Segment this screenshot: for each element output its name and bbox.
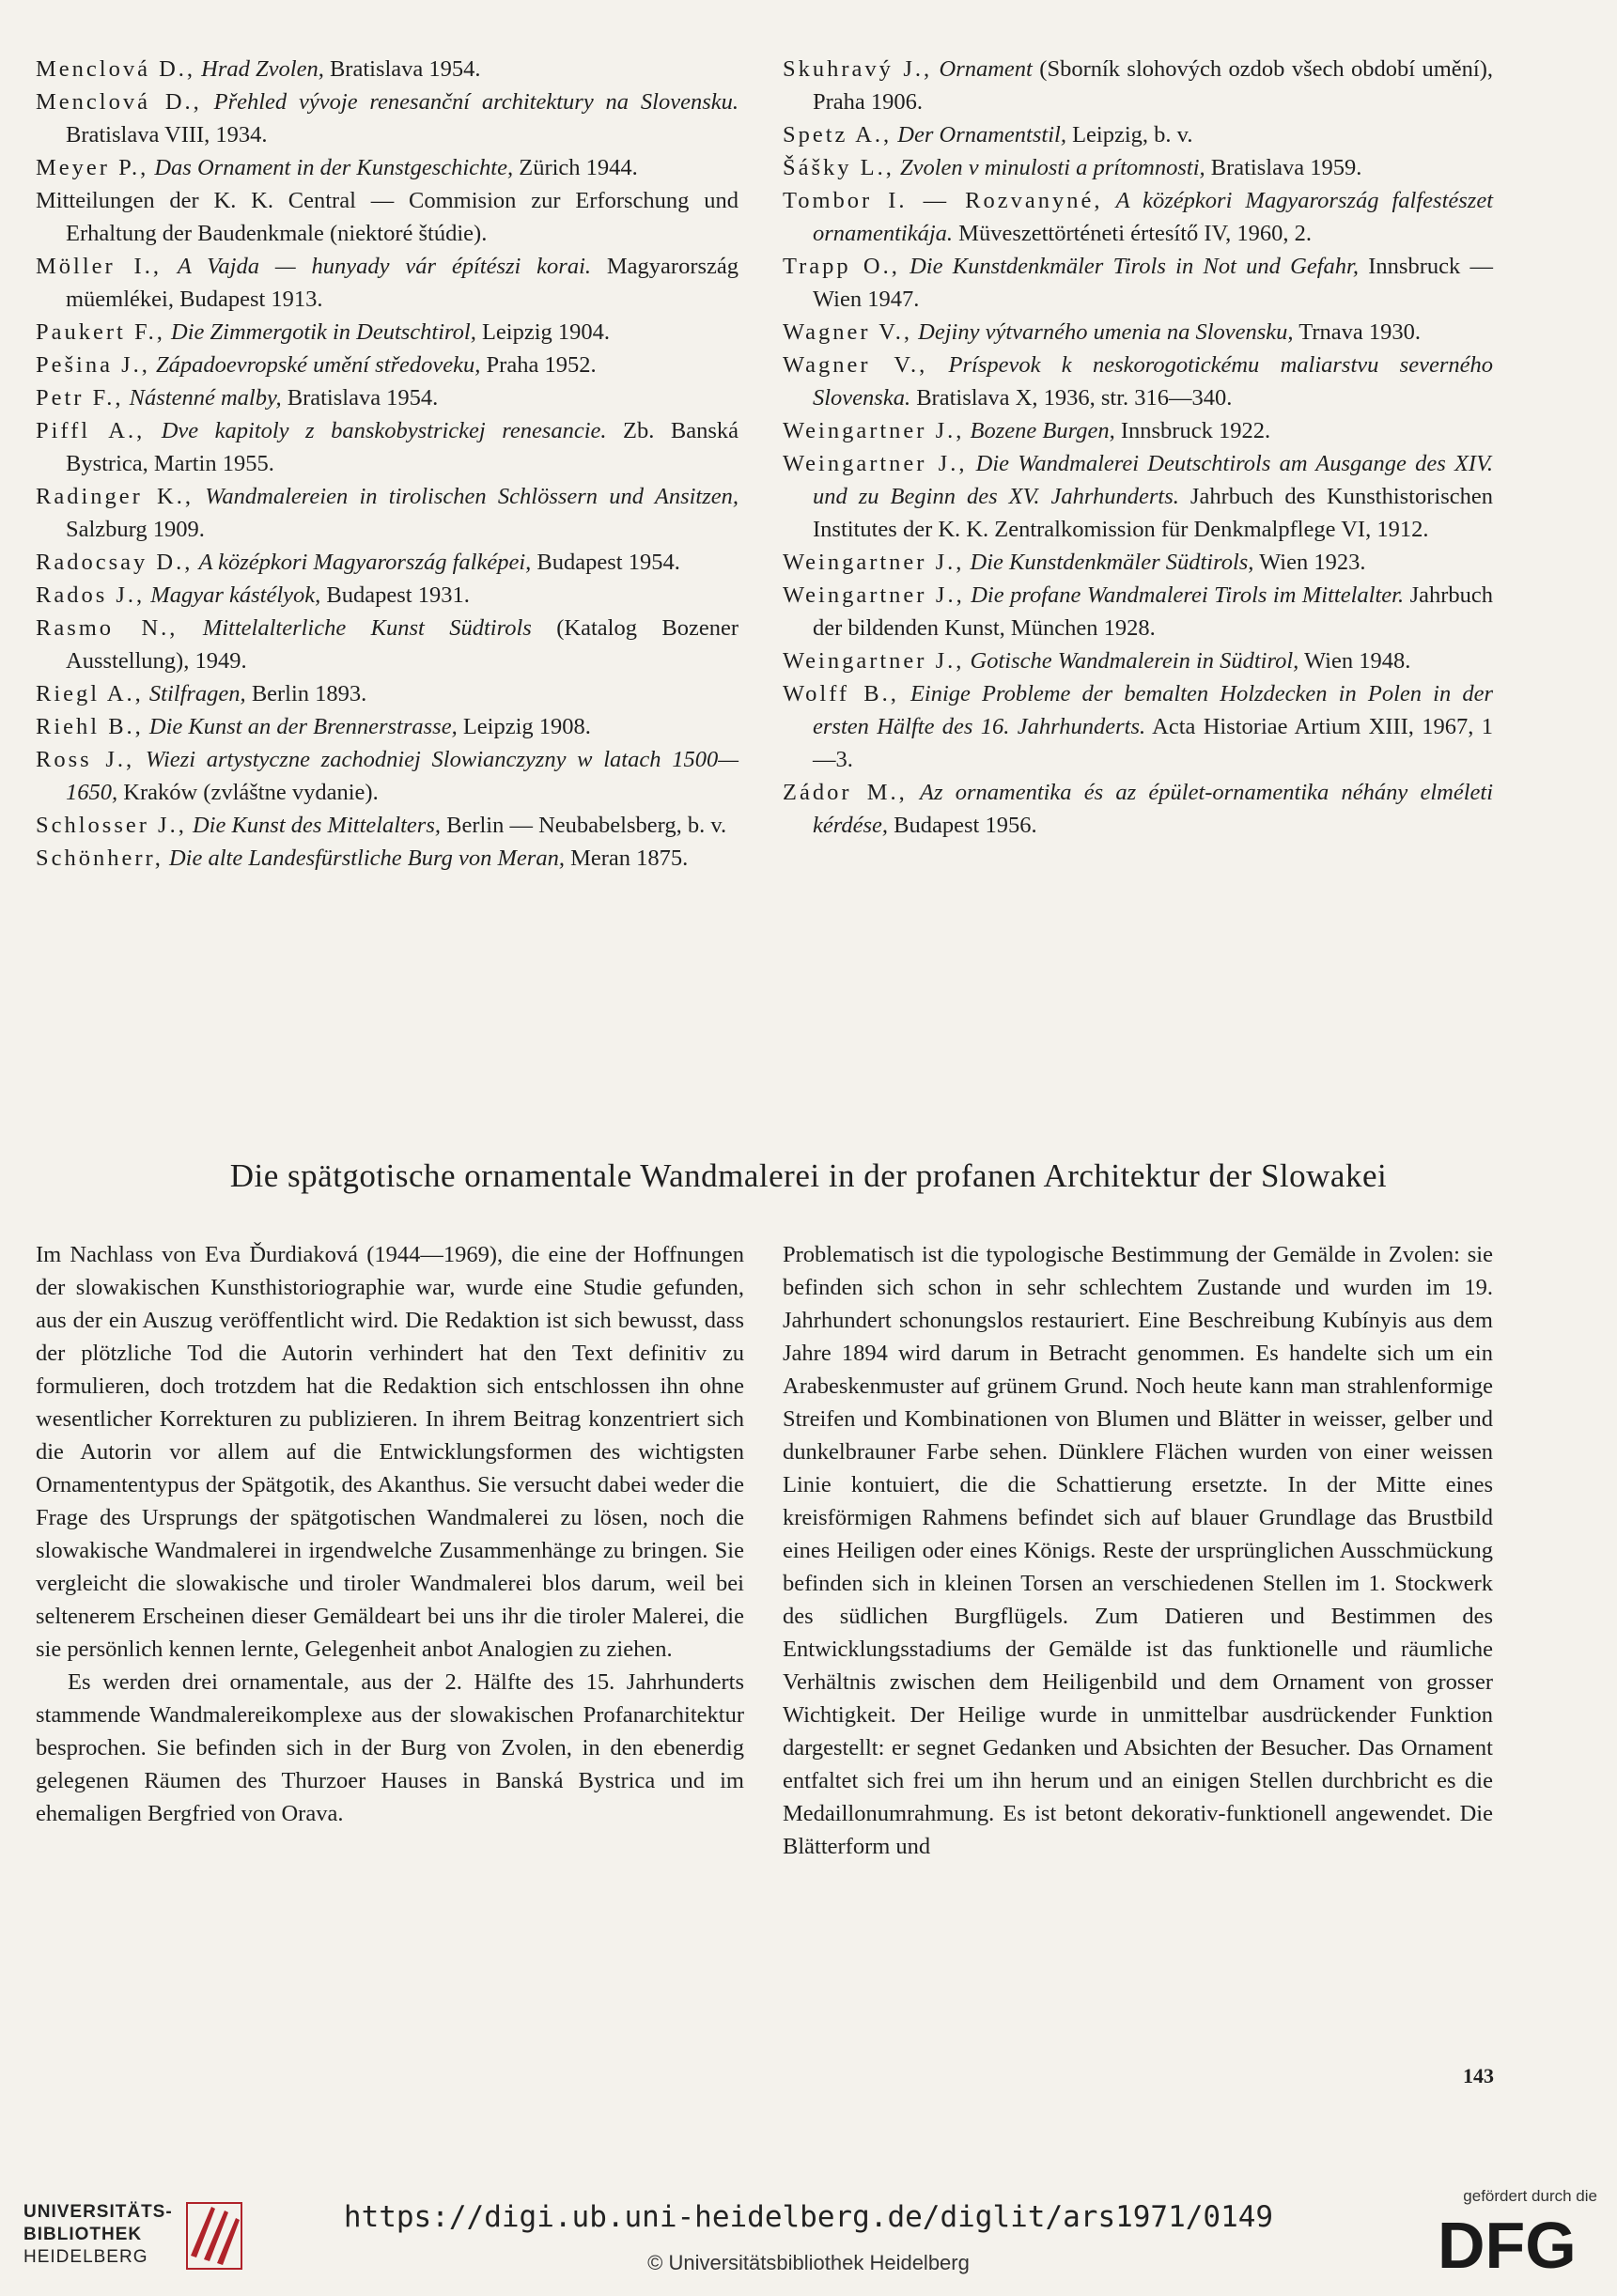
bibliography-title: Mittelalterliche Kunst Südtirols (202, 615, 532, 641)
bibliography-rest: Trnava 1930. (1298, 319, 1421, 345)
bibliography-title: A Vajda — hunyady vár építészi korai. (177, 254, 592, 279)
bibliography-rest: Bratislava VIII, 1934. (66, 122, 268, 147)
bibliography-rest: Budapest 1954. (536, 550, 680, 575)
bibliography-rest: Budapest 1956. (894, 813, 1037, 838)
bibliography-rest: Innsbruck — Wien 1947. (813, 254, 1493, 312)
bibliography-rest: Budapest 1931. (326, 582, 470, 608)
bibliography-title: Stilfragen, (148, 681, 246, 706)
bibliography-title: Die Kunst an der Brennerstrasse, (148, 714, 458, 739)
bibliography-title: Přehled vývoje renesanční architektury na Slovensku. (213, 89, 739, 115)
bibliography-entry (36, 349, 739, 381)
bibliography-entry (783, 151, 1493, 184)
bibliography-author: Riehl B., (36, 714, 144, 739)
bibliography-entry (36, 381, 739, 414)
page-number: 143 (1463, 2064, 1494, 2087)
bibliography-author: Riegl A., (36, 681, 144, 706)
bibliography-author: Weingartner J., (783, 582, 965, 608)
bibliography-title: Nástenné malby, (129, 385, 282, 411)
bibliography-title: Az ornamentika és az épület-ornamentika néhány elméleti kérdése, (813, 780, 1494, 838)
bibliography-entry (36, 316, 739, 349)
bibliography-author: Weingartner J., (783, 418, 965, 443)
bibliography-title: A középkori Magyarország falfestészet ornamentikája. (813, 188, 1494, 246)
bibliography-entry (36, 85, 739, 151)
bibliography-entry (36, 677, 739, 710)
bibliography-rest: Salzburg 1909. (66, 517, 205, 542)
bibliography-title: Príspevok k neskorogotickému maliarstvu severného Slovenska. (813, 352, 1493, 411)
bibliography-entry (783, 118, 1493, 151)
bibliography-title: Die Kunst des Mittelalters, (192, 813, 441, 838)
bibliography-entry (36, 151, 739, 184)
svg-text:DFG: DFG (1438, 2211, 1577, 2275)
bibliography-entry (783, 250, 1493, 316)
bibliography-title: Bozene Burgen, (970, 418, 1115, 443)
bibliography-author: Zádor M., (783, 780, 908, 805)
bibliography-title: Magyar kástélyok, (150, 582, 321, 608)
bibliography-rest: Bratislava 1954. (329, 56, 481, 82)
bibliography-rest: Zürich 1944. (519, 155, 638, 180)
bibliography-title: Die alte Landesfürstliche Burg von Meran, (168, 845, 565, 871)
copyright-notice: © Universitätsbibliothek Heidelberg (647, 2251, 970, 2274)
bibliography-rest: (Katalog Bozener Ausstellung), 1949. (66, 615, 739, 674)
bibliography-entry (783, 316, 1493, 349)
bibliography-entry (36, 184, 739, 250)
bibliography-rest: Bratislava X, 1936, str. 316—340. (916, 385, 1233, 411)
bibliography-author: Menclová D., (36, 89, 202, 115)
bibliography-author: Weingartner J., (783, 451, 968, 476)
bibliography-author: Menclová D., (36, 56, 196, 82)
bibliography-rest: Leipzig, b. v. (1072, 122, 1193, 147)
bibliography-author: Petr F., (36, 385, 124, 411)
dfg-funding-block[interactable] (1428, 2187, 1597, 2290)
bibliography-title: Die Zimmergotik in Deutschtirol, (171, 319, 476, 345)
bibliography-author: Radocsay D., (36, 550, 194, 575)
bibliography-author: Weingartner J., (783, 550, 965, 575)
bibliography-title: Hrad Zvolen, (201, 56, 324, 82)
bibliography-title: Das Ornament in der Kunstgeschichte, (154, 155, 514, 180)
bibliography-author: Meyer P., (36, 155, 149, 180)
dfg-logo-icon (1436, 2211, 1594, 2275)
bibliography-entry (783, 349, 1493, 414)
bibliography-title: Dve kapitoly z banskobystrickej renesancie. (161, 418, 607, 443)
bibliography-entry (36, 612, 739, 677)
bibliography-entry (783, 579, 1493, 644)
bibliography-rest: Berlin — Neubabelsberg, b. v. (446, 813, 727, 838)
bibliography-rest: Bratislava 1959. (1210, 155, 1362, 180)
bibliography-author: Schönherr, (36, 845, 163, 871)
bibliography-author: Tombor I. — Rozvanyné, (783, 188, 1103, 213)
bibliography-rest: Praha 1952. (486, 352, 597, 378)
bibliography-rest: Zb. Banská Bystrica, Martin 1955. (66, 418, 739, 476)
bibliography-entry (783, 546, 1493, 579)
bibliography-entry (783, 414, 1493, 447)
bibliography-rest: Müveszettörténeti értesítő IV, 1960, 2. (958, 221, 1312, 246)
bibliography-rest: Kraków (zvláštne vydanie). (123, 780, 379, 805)
bibliography-entry (36, 842, 739, 875)
bibliography-entry (36, 53, 739, 85)
bibliography-entry (36, 743, 739, 809)
library-name-line-2: BIBLIOTHEK (23, 2225, 143, 2244)
bibliography-title: Einige Probleme der bemalten Holzdecken in Polen in der ersten Hälfte des 16. Jahrhunderts. (813, 681, 1494, 739)
bibliography-entry (36, 480, 739, 546)
bibliography-entry (783, 184, 1493, 250)
bibliography-author: Piffl A., (36, 418, 146, 443)
bibliography-rest: Meran 1875. (570, 845, 689, 871)
body-left-column (36, 1238, 744, 1830)
bibliography-entry (36, 250, 739, 316)
bibliography-rest: Innsbruck 1922. (1120, 418, 1271, 443)
bibliography-rest: Acta Historiae Artium XIII, 1967, 1—3. (813, 714, 1493, 772)
bibliography-author: Weingartner J., (783, 648, 965, 674)
bibliography-author: Pešina J., (36, 352, 150, 378)
bibliography-title: Dejiny výtvarného umenia na Slovensku, (918, 319, 1294, 345)
bibliography-title: Gotische Wandmalerein in Südtirol, (970, 648, 1299, 674)
bibliography-author: Schlosser J., (36, 813, 187, 838)
body-right-column (783, 1238, 1493, 1863)
body-paragraph: Es werden drei ornamentale, aus der 2. Hälfte des 15. Jahrhunderts stammende Wandmalereikomplexe aus der slowakischen Profanarchitektur besprochen. Sie befinden sich in der Burg von Zvolen, in den ebenerdig gelegenen Räumen des Thurzoer Hauses in Banská Bystrica und im ehemaligen Bergfried von Orava. (36, 1669, 744, 1826)
bibliography-author: Radinger K., (36, 484, 194, 509)
bibliography-title: Ornament (939, 56, 1033, 82)
bibliography-author: Wagner V., (783, 319, 913, 345)
bibliography-author: Wagner V., (783, 352, 928, 378)
footer (0, 2180, 1617, 2296)
bibliography-author: Wolff B., (783, 681, 899, 706)
bibliography-entry (783, 53, 1493, 118)
bibliography-rest: Mitteilungen der K. K. Central — Commision zur Erforschung und Erhaltung der Baudenkmale (niektoré štúdie). (36, 188, 739, 246)
bibliography-rest: (Sborník slohových ozdob všech období umění), Praha 1906. (813, 56, 1494, 115)
library-name-line-1: UNIVERSITÄTS- (23, 2202, 173, 2222)
bibliography-author: Skuhravý J., (783, 56, 933, 82)
section-title: Die spätgotische ornamentale Wandmalerei in der profanen Architektur der Slowakei (229, 1157, 1388, 1194)
bibliography-entry (36, 546, 739, 579)
bibliography-author: Rados J., (36, 582, 146, 608)
bibliography-rest: Jahrbuch des Kunsthistorischen Institutes der K. K. Zentralkomission für Denkmalpflege VI, 1912. (813, 484, 1493, 542)
library-name-line-3: HEIDELBERG (23, 2247, 148, 2267)
bibliography-entry (783, 677, 1493, 776)
bibliography-rest: Magyarország müemlékei, Budapest 1913. (66, 254, 739, 312)
document-url-link[interactable]: https://digi.ub.uni-heidelberg.de/diglit/ars1971/0149 (343, 2200, 1274, 2234)
bibliography-rest: Leipzig 1908. (462, 714, 591, 739)
bibliography-rest: Leipzig 1904. (481, 319, 611, 345)
bibliography-author: Ross J., (36, 747, 135, 772)
bibliography-rest: Jahrbuch der bildenden Kunst, München 1928. (813, 582, 1494, 641)
bibliography-rest: Berlin 1893. (251, 681, 367, 706)
bibliography-title: Die profane Wandmalerei Tirols im Mittelalter. (971, 582, 1405, 608)
bibliography-title: Die Kunstdenkmäler Tirols in Not und Gefahr, (910, 254, 1359, 279)
bibliography-entry (36, 579, 739, 612)
bibliography-title: Der Ornamentstil, (897, 122, 1066, 147)
bibliography-author: Rasmo N., (36, 615, 179, 641)
bibliography-entry (36, 710, 739, 743)
bibliography-title: Wandmalereien in tirolischen Schlössern und Ansitzen, (205, 484, 739, 509)
body-paragraph: Im Nachlass von Eva Ďurdiaková (1944—1969), die eine der Hoffnungen der slowakischen Kunsthistoriographie war, wurde eine Studie gefunden, aus der ein Auszug veröffentlicht wird. Die Redaktion ist sich bewusst, dass der plötzliche Tod die Autorin verhindert hat den Text definitiv zu formulieren, doch trotzdem hat die Redaktion sich entschlossen ihn ohne wesentlicher Korrekturen zu publizieren. In ihrem Beitrag konzentriert sich die Autorin vor allem auf die Entwicklungsformen des wichtigsten Ornamententypus der Spätgotik, des Akanthus. Sie versucht dabei weder die Frage des Ursprungs der spätgotischen Wandmalerei zu lösen, noch die slowakische Wandmalerei in irgendwelche Zusammenhänge zu bringen. Sie vergleicht die slowakische und tiroler Wandmalerei blos darum, weil bei seltenerem Erscheinen dieser Gemäldeart bei uns ihr die tiroler Malerei, die sie persönlich kennen lernte, Gelegenheit anbot Analogien zu ziehen. (36, 1242, 744, 1662)
bibliography-entry (783, 644, 1493, 677)
bibliography-rest: Wien 1923. (1259, 550, 1366, 575)
bibliography-title: Západoevropské umění středoveku, (156, 352, 481, 378)
bibliography-right-column (783, 53, 1493, 842)
bibliography-author: Šášky L., (783, 155, 894, 180)
bibliography-entry (36, 809, 739, 842)
bibliography-rest: Bratislava 1954. (287, 385, 439, 411)
bibliography-title: Zvolen v minulosti a prítomnosti, (900, 155, 1205, 180)
bibliography-title: Die Kunstdenkmäler Südtirols, (970, 550, 1254, 575)
bibliography-title: Die Wandmalerei Deutschtirols am Ausgange des XIV. und zu Beginn des XV. Jahrhunderts. (813, 451, 1493, 509)
bibliography-entry (783, 776, 1493, 842)
bibliography-entry (783, 447, 1493, 546)
bibliography-title: Wiezi artystyczne zachodniej Slowianczyzny w latach 1500—1650, (66, 747, 739, 805)
bibliography-entry (36, 414, 739, 480)
bibliography-title: A középkori Magyarország falképei, (198, 550, 532, 575)
body-paragraph: Problematisch ist die typologische Bestimmung der Gemälde in Zvolen: sie befinden sich schon in sehr schlechtem Zustande und wurden im 19. Jahrhundert schonungslos restauriert. Eine Beschreibung Kubínyis aus dem Jahre 1894 wird darum in Betracht genommen. Es handelte sich um ein Arabeskenmuster auf grünem Grund. Noch heute kann man strahlenformige Streifen und Kombinationen von Blumen und Blätter in weisser, gelber und dunkelbrauner Farbe sehen. Dünklere Flächen wurden von einer weissen Linie kontuiert, die die Schattierung ersetzte. In der Mitte eines kreisförmigen Rahmens befindet sich auf blauer Grundlage das Brustbild eines Heiligen oder eines Königs. Reste der ursprünglichen Ausschmückung befinden sich in kleinen Torsen an verschiedenen Stellen im 1. Stockwerk des südlichen Burgflügels. Zum Datieren und Bestimmen des Entwicklungsstadiums der Gemälde ist das funktionelle und räumliche Verhältnis zwischen dem Heiligenbild und dem Ornament von grosser Wichtigkeit. Der Heilige wurde in unmittelbar ausdrückender Funktion dargestellt: er segnet Gedanken und Absichten der Besucher. Das Ornament entfaltet sich frei um ihn herum und an einigen Stellen durchbricht es die Medaillonumrahmung. Es ist betont dekorativ-funktionell angewendet. Die Blätterform und (783, 1242, 1493, 1859)
bibliography-author: Möller I., (36, 254, 162, 279)
bibliography-author: Trapp O., (783, 254, 900, 279)
funding-caption: gefördert durch die (1463, 2187, 1597, 2205)
bibliography-rest: Wien 1948. (1304, 648, 1411, 674)
bibliography-left-column (36, 53, 739, 875)
bibliography-author: Paukert F., (36, 319, 165, 345)
bibliography-author: Spetz A., (783, 122, 893, 147)
